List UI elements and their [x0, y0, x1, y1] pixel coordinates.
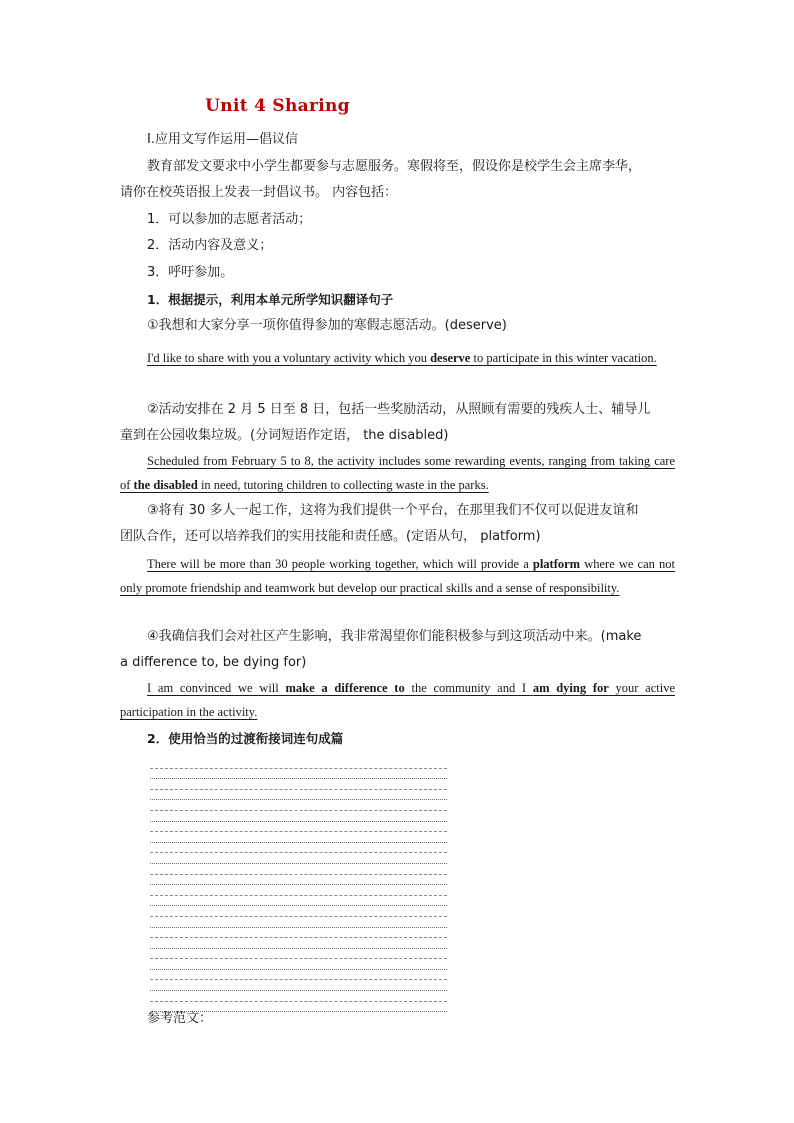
writing-line [150, 959, 447, 970]
content-point-2: 2．活动内容及意义； [147, 238, 273, 253]
item4-chinese-line-2: a difference to, be dying for) [120, 655, 307, 670]
writing-line [150, 853, 447, 864]
writing-line [150, 758, 447, 769]
answer-text: I'd like to share with you a voluntary activity which you [147, 351, 431, 365]
answer-text: Scheduled from February 5 to 8, the activity includes some rewarding events, ranging from taking care of [120, 454, 675, 492]
answer-text: I am convinced we will [147, 681, 286, 695]
writing-line [150, 970, 447, 981]
writing-line [150, 779, 447, 790]
content-point-3: 3．呼吁参加。 [147, 265, 234, 280]
item4-answer [120, 676, 675, 724]
writing-line [150, 896, 447, 907]
writing-line [150, 800, 447, 811]
writing-line [150, 906, 447, 917]
writing-line [150, 769, 447, 780]
item3-chinese-line-1: ③将有 30 多人一起工作，这将为我们提供一个平台，在那里我们不仅可以促进友谊和 [147, 503, 639, 518]
writing-line [150, 811, 447, 822]
writing-line [150, 949, 447, 960]
reference-label: 参考范文： [147, 1011, 213, 1026]
writing-line [150, 917, 447, 928]
keyword: make a difference to [285, 681, 405, 695]
keyword: the disabled [133, 478, 198, 492]
item4-chinese-line-1: ④我确信我们会对社区产生影响，我非常渴望你们能积极参与到这项活动中来。(make [147, 629, 642, 644]
keyword: am dying for [532, 681, 609, 695]
keyword: platform [532, 557, 581, 571]
writing-line [150, 843, 447, 854]
answer-text: the community and I [404, 681, 533, 695]
writing-area[interactable] [150, 758, 447, 1012]
answer-text: where we can not only promote friendship and teamwork but develop our practical skills and a sense of responsibility. [120, 557, 675, 595]
content-point-1: 1．可以参加的志愿者活动； [147, 212, 312, 227]
item1-chinese: ①我想和大家分享一项你值得参加的寒假志愿活动。(deserve) [147, 318, 507, 333]
answer-text: in need, tutoring children to collecting waste in the parks. [197, 478, 489, 492]
keyword: deserve [430, 351, 471, 365]
answer-text: your active participation in the activity. [120, 681, 676, 719]
item2-chinese-line-1: ②活动安排在 2 月 5 日至 8 日，包括一些奖励活动，从照顾有需要的残疾人士、辅导儿 [147, 402, 651, 417]
writing-line [150, 832, 447, 843]
writing-line [150, 875, 447, 886]
item3-answer [120, 552, 675, 600]
item3-chinese-line-2: 团队合作，还可以培养我们的实用技能和责任感。(定语从句， platform) [120, 529, 541, 544]
writing-line [150, 885, 447, 896]
prompt-line-2: 请你在校英语报上发表一封倡议书。 内容包括： [120, 185, 398, 200]
task2-heading: 2．使用恰当的过渡衔接词连句成篇 [147, 731, 344, 746]
answer-text: There will be more than 30 people working together, which will provide a [147, 557, 533, 571]
writing-line [150, 822, 447, 833]
writing-line [150, 790, 447, 801]
item2-answer [120, 449, 675, 497]
page-title: Unit 4 Sharing [205, 96, 350, 116]
writing-line [150, 928, 447, 939]
section-heading: Ⅰ.应用文写作运用—倡议信 [147, 132, 298, 147]
writing-line [150, 980, 447, 991]
item1-answer [120, 346, 675, 370]
item2-chinese-line-2: 童到在公园收集垃圾。(分词短语作定语， the disabled) [120, 428, 449, 443]
writing-line [150, 938, 447, 949]
task1-heading: 1．根据提示，利用本单元所学知识翻译句子 [147, 292, 394, 307]
prompt-line-1: 教育部发文要求中小学生都要参与志愿服务。寒假将至，假设你是校学生会主席李华， [147, 159, 642, 174]
answer-text: to participate in this winter vacation. [470, 351, 657, 365]
writing-line [150, 864, 447, 875]
writing-line [150, 991, 447, 1002]
